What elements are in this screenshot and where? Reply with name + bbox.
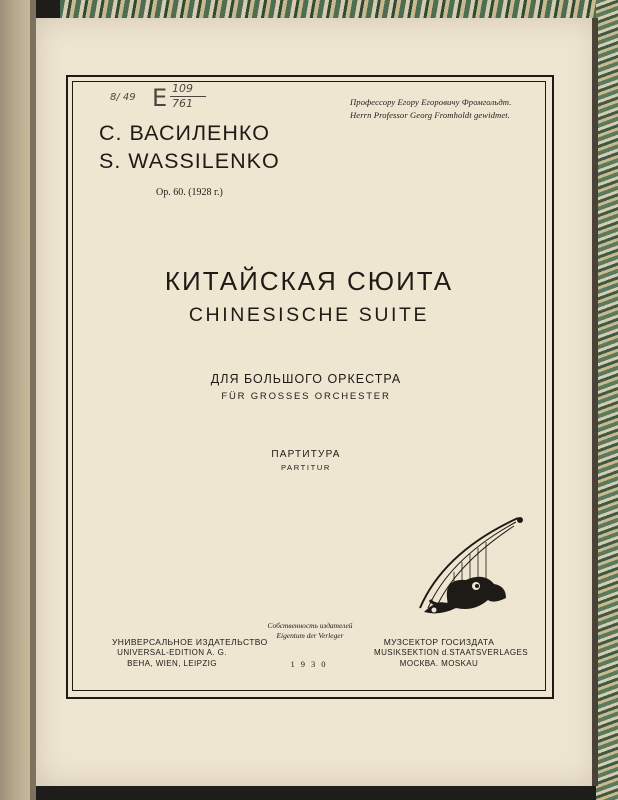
composer-name-de: S. WASSILENKO: [99, 149, 280, 173]
publisher-right-line2: MUSIKSEKTION d.STAATSVERLAGES: [374, 648, 529, 657]
publisher-left-line2: UNIVERSAL-EDITION A. G.: [117, 648, 227, 657]
publisher-left-line3: BEHA, WIEN, LEIPZIG: [127, 659, 217, 668]
publisher-left-line1: УНИВЕРСАЛЬНОЕ ИЗДАТЕЛЬСТВО: [112, 637, 268, 647]
title-ru: КИТАЙСКАЯ СЮИТА: [164, 266, 454, 296]
score-label-ru: ПАРТИТУРА: [271, 449, 341, 460]
rights-ru: Собственность издателей: [267, 621, 353, 630]
stamp-letter: E: [152, 84, 168, 112]
stamp-number-bottom: 761: [172, 97, 193, 110]
opus-number: Op. 60. (1928 г.): [156, 187, 223, 198]
stamp-shelf-mark: 8/ 49: [110, 92, 136, 103]
instrumentation-ru: ДЛЯ БОЛЬШОГО ОРКЕСТРА: [210, 372, 402, 386]
title-de: CHINESISCHE SUITE: [188, 304, 430, 326]
dedication-ru: Профессору Егору Егоровичу Фромгольдт.: [350, 97, 512, 107]
dedication-de: Herrn Professor Georg Fromholdt gewidmet.: [350, 110, 510, 120]
publisher-right-line3: МОСКВА. MOSKAU: [399, 659, 479, 668]
stamp-number-top: 109: [172, 82, 193, 95]
score-label-de: PARTITUR: [280, 463, 332, 472]
publication-year: 1930: [290, 659, 332, 669]
library-stamp: [100, 84, 210, 114]
page-edge-shadow: [592, 18, 598, 786]
lyre-cat-emblem-icon: [414, 512, 526, 620]
rights-de: Eigentum der Verleger: [276, 631, 344, 640]
publisher-right-line1: МУЗСЕКТОР ГОСИЗДАТА: [383, 637, 495, 647]
composer-name-ru: С. ВАСИЛЕНКО: [99, 121, 270, 145]
instrumentation-de: FÜR GROSSES ORCHESTER: [221, 391, 391, 402]
